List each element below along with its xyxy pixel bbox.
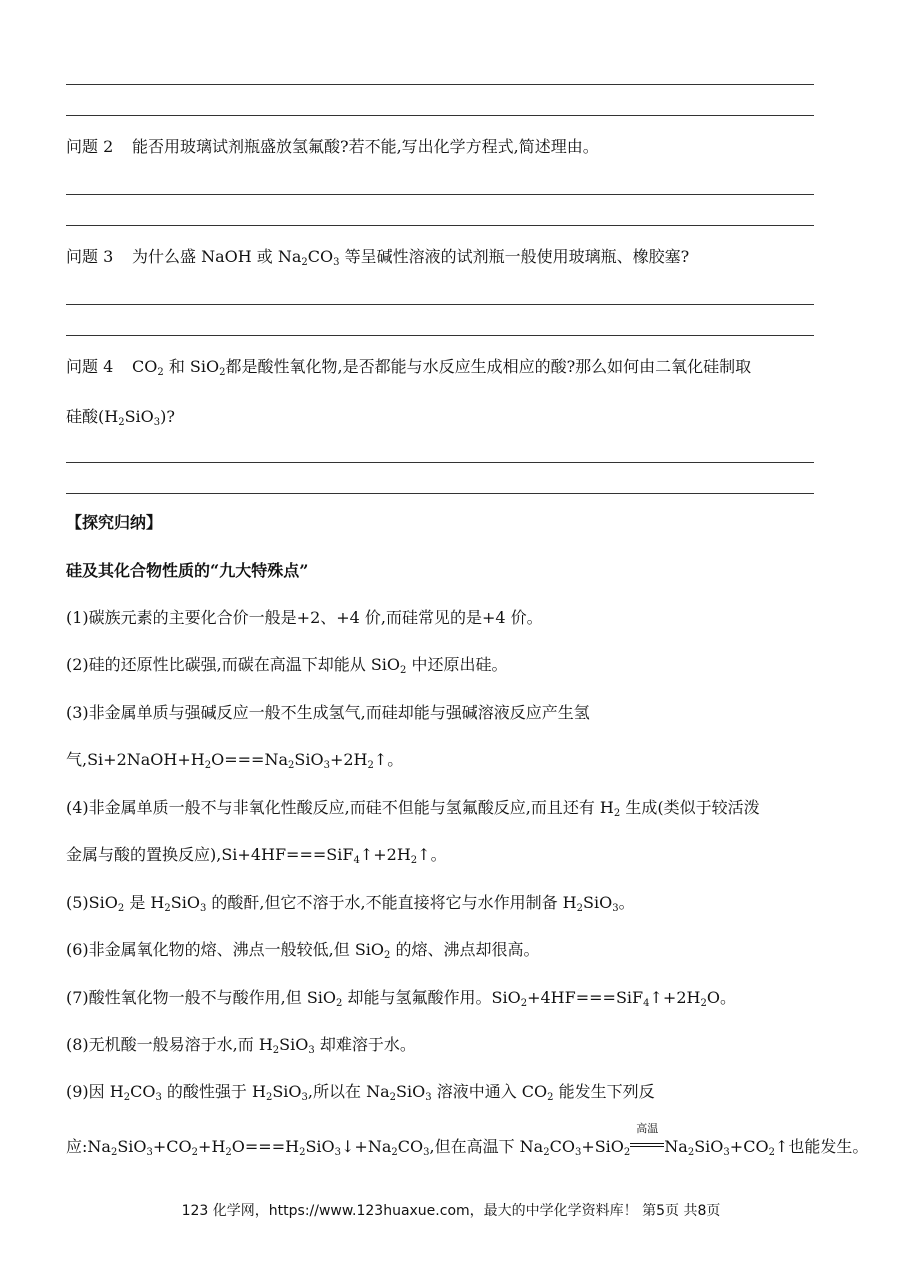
point-1: (1)碳族元素的主要化合价一般是+2、+4 价,而硅常见的是+4 价。 (66, 608, 543, 627)
point-8: (8)无机酸一般易溶于水,而 $H_2SiO_3$ 却难溶于水。 (66, 1035, 416, 1056)
question-number: 问题 3 (66, 247, 114, 266)
question-number: 问题 2 (66, 137, 114, 156)
point-3-cont: 气$,Si+2NaOH+H_2O===Na_2SiO_3+2H_2↑$。 (66, 750, 404, 771)
question-text: 能否用玻璃试剂瓶盛放氢氟酸?若不能,写出化学方程式,简述理由。 (132, 137, 599, 156)
question-2 (66, 134, 599, 157)
point-4: (4)非金属单质一般不与非氧化性酸反应,而硅不但能与氢氟酸反应,而且还有 $H_2$ 生成(类似于较活泼 (66, 798, 760, 819)
point-7: (7)酸性氧化物一般不与酸作用,但 SiO$_2$ 却能与氢氟酸作用。$SiO_2+4HF===SiF_4↑+2H_2O$。 (66, 988, 736, 1009)
answer-line (66, 493, 814, 494)
question-4: 问题 4 $CO_2$ 和 SiO$_2$都是酸性氧化物,是否都能与水反应生成相应的酸?那么如何由二氧化硅制取 (66, 354, 751, 377)
point-5: (5)SiO$_2$ 是 $H_2SiO_3$ 的酸酐,但它不溶于水,不能直接将它与水作用制备 $H_2SiO_3$。 (66, 893, 635, 914)
point-4-cont: 金属与酸的置换反应)$,Si+4HF===SiF_4↑+2H_2↑$。 (66, 845, 447, 866)
page-footer: 123 化学网，https://www.123huaxue.com，最大的中学化学资料库！ 第5页 共8页 (181, 1203, 721, 1219)
point-9: (9)因 $H_2CO_3$ 的酸性强于 $H_2SiO_3$,所以在 $Na_2SiO_3$ 溶液中通入 $CO_2$ 能发生下列反 (66, 1082, 655, 1103)
point-9-cont: 应$:Na_2SiO_3+CO_2+H_2O===H_2SiO_3↓+Na_2CO_3$,但在高温下 $Na_2CO_3+SiO_2$ 高温 $Na_2SiO_3+CO_2↑$也能发生。 (66, 1122, 869, 1158)
answer-line (66, 335, 814, 336)
answer-line (66, 115, 814, 116)
reaction-condition: 高温 (630, 1143, 664, 1152)
answer-line (66, 84, 814, 85)
question-3: 问题 3 为什么盛 NaOH 或 $Na_2CO_3$ 等呈碱性溶液的试剂瓶一般使用玻璃瓶、橡胶塞? (66, 244, 689, 267)
answer-line (66, 304, 814, 305)
answer-line (66, 462, 814, 463)
point-6: (6)非金属氧化物的熔、沸点一般较低,但 SiO$_2$ 的熔、沸点却很高。 (66, 940, 540, 961)
question-number: 问题 4 (66, 357, 114, 376)
question-4-cont: 硅酸$(H_2SiO_3)$? (66, 407, 175, 428)
answer-line (66, 225, 814, 226)
point-2: (2)硅的还原性比碳强,而碳在高温下却能从 SiO$_2$ 中还原出硅。 (66, 655, 508, 676)
answer-line (66, 194, 814, 195)
subtitle: 硅及其化合物性质的“九大特殊点” (66, 561, 309, 580)
point-3: (3)非金属单质与强碱反应一般不生成氢气,而硅却能与强碱溶液反应产生氢 (66, 703, 590, 722)
section-title: 【探究归纳】 (66, 513, 163, 532)
